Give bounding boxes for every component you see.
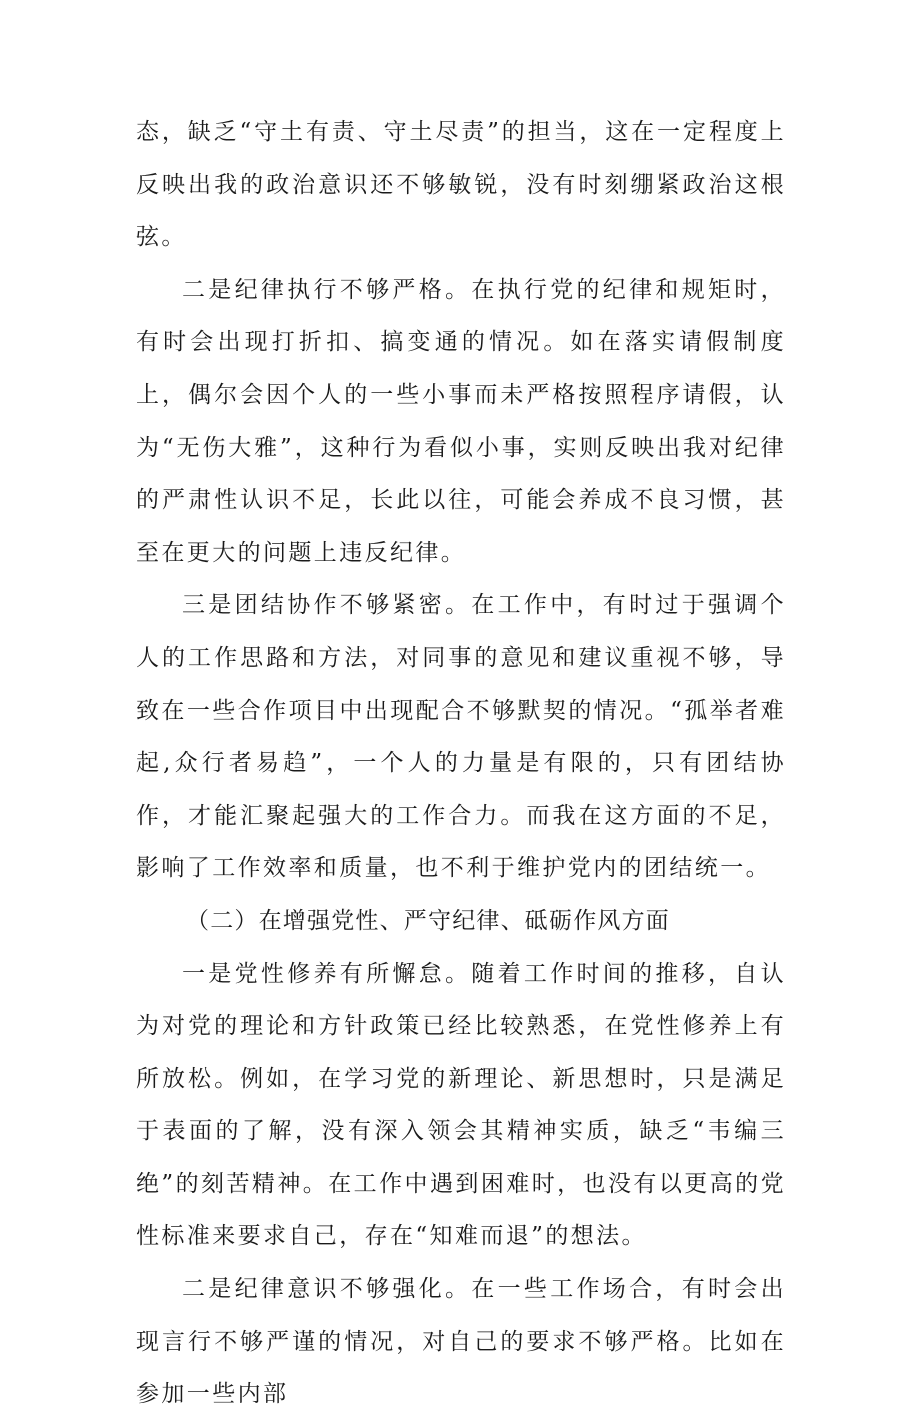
paragraph-continued: 态，缺乏“守土有责、守土尽责”的担当，这在一定程度上反映出我的政治意识还不够敏锐，没有时刻绷紧政治这根弦。	[136, 119, 786, 251]
paragraph-teamwork: 三是团结协作不够紧密。在工作中，有时过于强调个人的工作思路和方法，对同事的意见和建议重视不够，导致在一些合作项目中出现配合不够默契的情况。“孤举者难起,众行者易趋”，一个人的力量是有限的，只有团结协作，才能汇聚起强大的工作合力。而我在这方面的不足，影响了工作效率和质量，也不利于维护党内的团结统一。	[136, 592, 786, 882]
paragraph-discipline-enforcement: 二是纪律执行不够严格。在执行党的纪律和规矩时，有时会出现打折扣、搞变通的情况。如在落实请假制度上，偶尔会因个人的一些小事而未严格按照程序请假，认为“无伤大雅”，这种行为看似小事，实则反映出我对纪律的严肃性认识不足，长此以往，可能会养成不良习惯，甚至在更大的问题上违反纪律。	[136, 276, 786, 566]
paragraph-party-spirit: 一是党性修养有所懈怠。随着工作时间的推移，自认为对党的理论和方针政策已经比较熟悉，在党性修养上有所放松。例如，在学习党的新理论、新思想时，只是满足于表面的了解，没有深入领会其精神实质，缺乏“韦编三绝”的刻苦精神。在工作中遇到困难时，也没有以更高的党性标准来要求自己，存在“知难而退”的想法。	[136, 960, 786, 1250]
section-heading: （二）在增强党性、严守纪律、砥砺作风方面	[186, 907, 670, 934]
paragraph-discipline-awareness: 二是纪律意识不够强化。在一些工作场合，有时会出现言行不够严谨的情况，对自己的要求不够严格。比如在参加一些内部	[136, 1276, 786, 1408]
document-body	[136, 106, 786, 1421]
